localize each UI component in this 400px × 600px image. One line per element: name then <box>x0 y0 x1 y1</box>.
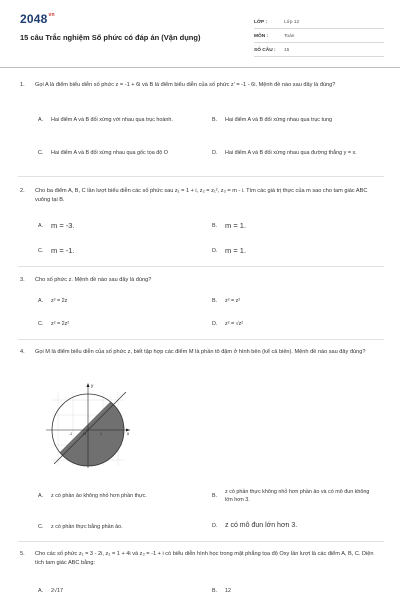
option-label: B. <box>212 588 218 594</box>
origin-label: O <box>83 431 87 436</box>
question-text: Gọi A là điểm biểu diễn số phức z = -1 + 6i và B là điểm biểu diễn của số phức z' = -1 - 6i. Mệnh đề nào sau đây là đúng? <box>35 82 336 88</box>
question-number: 5. <box>20 551 25 557</box>
option-label: D. <box>212 523 218 529</box>
tick-label-pos: 1 <box>100 432 102 436</box>
meta-class <box>254 17 384 29</box>
option-text: z² = 2z² <box>51 321 70 327</box>
meta-class-key: LỚP : <box>254 20 268 25</box>
option-label: A. <box>38 493 44 499</box>
option-text: z² = √z² <box>225 321 244 327</box>
option-text: z có phần thực bằng phần ảo. <box>51 524 123 530</box>
meta-class-value: Lớp 12 <box>284 20 300 25</box>
page-header <box>0 0 400 68</box>
option-text: m = 1. <box>225 221 247 230</box>
option-label: A. <box>38 117 44 123</box>
option-text: z có mô đun lớn hơn 3. <box>225 522 298 529</box>
option-text: m = 1. <box>225 246 247 255</box>
question-divider <box>18 176 384 177</box>
option-label: D. <box>212 150 218 156</box>
option-text: z² = 2z <box>51 298 68 304</box>
meta-subject-key: MÔN : <box>254 34 269 39</box>
option-text: 12 <box>225 588 231 594</box>
question-number: 2. <box>20 188 25 194</box>
shaded-region <box>46 384 132 468</box>
document-title: 15 câu Trắc nghiệm Số phức có đáp án (Vận dụng) <box>20 33 201 42</box>
question-text: Cho số phức z. Mệnh đề nào sau đây là đúng? <box>35 277 152 283</box>
question-text: Gọi M là điểm biểu diễn của số phức z, biết tập hợp các điểm M là phần tô đậm ở hình bên (kể cả biên). Mệnh đề nào sau đây đúng? <box>35 349 366 355</box>
question-divider <box>18 541 384 542</box>
meta-subject-value: Toán <box>284 34 295 39</box>
option-label: C. <box>38 248 44 254</box>
option-label: C. <box>38 524 44 530</box>
meta-count <box>254 45 384 57</box>
question-number: 3. <box>20 277 25 283</box>
option-text: Hai điểm A và B đối xứng nhau qua đường thẳng y = x. <box>225 150 357 156</box>
option-text: m = -3. <box>51 221 75 230</box>
axis-label-y: y <box>91 383 94 388</box>
option-label: C. <box>38 321 44 327</box>
tick-label-neg: -1 <box>69 432 73 436</box>
option-text: m = -1. <box>51 246 75 255</box>
option-label: B. <box>212 298 218 304</box>
option-text: z có phần thực không nhỏ hơn phần ảo và có mô đun không lớn hơn 3. <box>225 489 370 503</box>
option-label: D. <box>212 248 218 254</box>
option-text: Hai điểm A và B đối xứng với nhau qua trục hoành. <box>51 117 173 123</box>
question-divider <box>18 339 384 340</box>
option-label: B. <box>212 223 218 229</box>
question-text: Cho các số phức z₁ = 3 - 2i, z₂ = 1 + 4i và z₃ = -1 + i có biểu diễn hình học trong mặt phẳng tọa độ Oxy lần lượt là các điểm A, B, C. Diện tích tam giác ABC bằng: <box>35 551 374 566</box>
option-label: B. <box>212 493 218 499</box>
option-text: Hai điểm A và B đối xứng nhau qua gốc tọa độ O <box>51 150 168 156</box>
option-text: 2√17 <box>51 588 63 594</box>
option-label: B. <box>212 117 218 123</box>
option-label: A. <box>38 588 44 594</box>
axis-label-x: x <box>127 431 130 436</box>
meta-count-value: 15 <box>284 48 290 53</box>
option-text: z² = z² <box>225 298 241 304</box>
site-logo[interactable]: $2048^{vn}$ <box>20 12 55 26</box>
meta-count-key: SỐ CÂU : <box>254 48 276 53</box>
question-number: 1. <box>20 82 25 88</box>
question-number: 4. <box>20 349 25 355</box>
option-text: Hai điểm A và B đối xứng nhau qua trục tung <box>225 117 332 123</box>
option-label: A. <box>38 223 44 229</box>
question-text: Cho ba điểm A, B, C lần lượt biểu diễn các số phức sau z₁ = 1 + i, z₂ = z₁², z₃ = m - i. Tìm các giá trị thực của m sao cho tam giác ABC vuông tại B. <box>35 188 368 203</box>
meta-subject <box>254 31 384 43</box>
shaded-region-figure <box>42 378 132 468</box>
y-axis-arrow-icon <box>87 383 90 387</box>
option-text: z có phần ảo không nhỏ hơn phần thực. <box>51 493 147 499</box>
option-label: D. <box>212 321 218 327</box>
option-label: A. <box>38 298 44 304</box>
option-label: C. <box>38 150 44 156</box>
question-divider <box>18 266 384 267</box>
